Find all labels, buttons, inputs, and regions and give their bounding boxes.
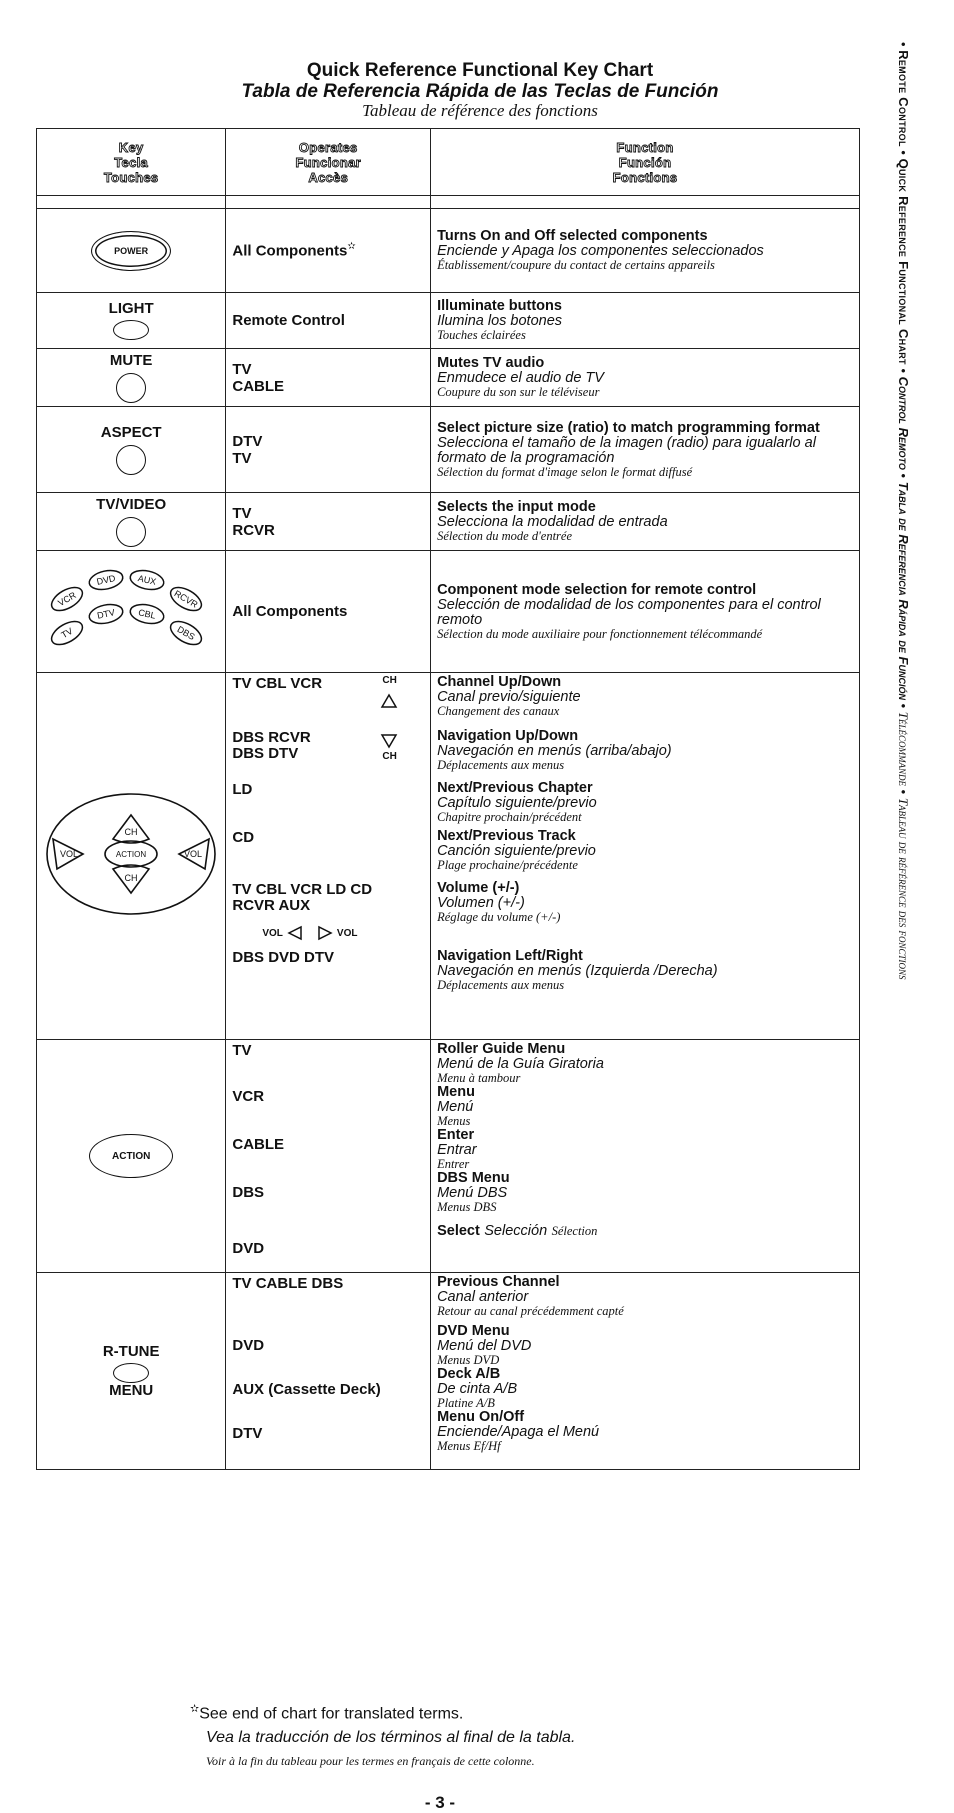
ch-up-arrow-icon — [380, 693, 398, 709]
operates-cell-mode — [226, 551, 431, 673]
function-fr: Sélection — [551, 1224, 598, 1238]
function-en: Next/Previous Track — [437, 828, 576, 844]
bullet: • — [896, 150, 911, 155]
function-en: Menu On/Off — [437, 1409, 525, 1425]
function-fr: Entrer — [437, 1157, 470, 1171]
key-cell-navigation — [37, 673, 226, 1040]
function-en: Next/Previous Chapter — [437, 780, 593, 796]
title-french: Tableau de référence des fonctions — [362, 101, 598, 120]
function-cell-mute — [431, 349, 860, 407]
function-es: De cinta A/B — [437, 1381, 518, 1397]
operates-text: CABLE — [232, 1136, 285, 1153]
operates-cell-rtune — [226, 1273, 431, 1470]
footnote-en-text: See end of chart for translated terms. — [199, 1705, 464, 1723]
function-es: Capítulo siguiente/previo — [437, 795, 597, 811]
header-function-es: Función — [618, 154, 672, 170]
ch-label: CH — [382, 675, 397, 686]
function-en: Roller Guide Menu — [437, 1041, 566, 1057]
function-en: Enter — [437, 1127, 475, 1143]
menu-label: MENU — [109, 1381, 154, 1399]
row-power — [37, 209, 860, 293]
function-es: Enmudece el audio de TV — [437, 370, 604, 386]
header-operates — [226, 129, 431, 196]
function-es: Menú DBS — [437, 1185, 508, 1201]
header-operates-es: Funcionar — [295, 154, 361, 170]
rtune-button-icon — [113, 1363, 149, 1383]
function-fr: Menus DBS — [437, 1200, 497, 1214]
function-en: Deck A/B — [437, 1366, 501, 1382]
function-fr: Sélection du mode auxiliaire pour fonctionnement télécommandé — [437, 626, 763, 641]
function-fr: Déplacements aux menus — [437, 758, 565, 772]
mode-buttons-icon — [43, 559, 223, 659]
operates-text: DBS DVD DTV — [232, 949, 335, 966]
chart-title — [160, 60, 800, 120]
function-fr: Plage prochaine/précédente — [437, 858, 578, 872]
row-action — [37, 1040, 860, 1273]
operates-text: DTV — [232, 1425, 263, 1442]
bullet: • — [896, 368, 911, 374]
function-fr: Menus — [437, 1114, 471, 1128]
dbs-mode-label: DBS — [175, 624, 197, 642]
page-number: - 3 - — [424, 1793, 456, 1812]
function-cell-tvvideo — [431, 493, 860, 551]
operates-text: TV CABLE DBS — [232, 1275, 344, 1292]
tvvideo-button-icon — [116, 517, 146, 547]
operates-text: CD — [232, 829, 255, 846]
footnote-french: Voir à la fin du tableau pour les termes en français de cette colonne. — [206, 1754, 535, 1769]
function-es: Ilumina los botones — [437, 313, 563, 329]
side-quick-reference: Quick Reference Functional Chart — [896, 158, 911, 365]
key-cell-mute — [37, 349, 226, 407]
function-fr: Menu à tambour — [437, 1071, 521, 1085]
side-tableau-reference: Tableau de référence des fonctions — [896, 797, 911, 980]
footnote-spanish: Vea la traducción de los términos al final de la tabla. — [206, 1729, 576, 1747]
bullet: • — [896, 703, 911, 709]
function-fr: Sélection du format d'image selon le format diffusé — [437, 464, 693, 479]
function-en: DVD Menu — [437, 1323, 510, 1339]
footnote-english — [190, 1697, 790, 1726]
header-operates-fr: Accès — [308, 169, 349, 185]
operates-text: DBS — [232, 1184, 265, 1201]
function-es: Menú del DVD — [437, 1338, 532, 1354]
header-function — [431, 129, 860, 196]
operates-text: RCVR — [232, 521, 275, 539]
function-en: Select picture size (ratio) to match programming format — [437, 419, 820, 436]
vol-label: VOL — [262, 927, 283, 939]
function-en: Turns On and Off selected components — [437, 228, 708, 244]
operates-cell-light — [226, 293, 431, 349]
header-row — [37, 129, 860, 196]
header-operates-en: Operates — [298, 139, 358, 155]
row-navigation — [37, 673, 860, 1040]
function-es: Selecciona la modalidad de entrada — [437, 514, 668, 530]
function-es: Menú de la Guía Giratoria — [437, 1056, 604, 1072]
operates-text: DTV — [232, 432, 263, 450]
function-en: Navigation Left/Right — [437, 948, 583, 964]
key-cell-aspect — [37, 407, 226, 493]
operates-cell-tvvideo — [226, 493, 431, 551]
function-en: Component mode selection for remote control — [437, 581, 757, 598]
function-cell-action — [431, 1040, 860, 1273]
function-cell-mode — [431, 551, 860, 673]
function-en: Previous Channel — [437, 1274, 560, 1290]
aspect-label: ASPECT — [100, 423, 162, 441]
operates-text: VCR — [232, 1088, 265, 1105]
operates-text: DBS DTV — [232, 745, 299, 762]
mute-label: MUTE — [109, 351, 153, 369]
vol-right-arrow-icon — [317, 925, 333, 941]
star-icon: ✫ — [190, 1703, 200, 1715]
function-en: DBS Menu — [437, 1170, 510, 1186]
operates-cell-navigation — [226, 673, 431, 1040]
operates-text: RCVR AUX — [232, 897, 311, 914]
row-mode — [37, 551, 860, 673]
operates-text: AUX (Cassette Deck) — [232, 1381, 381, 1398]
function-cell-light — [431, 293, 860, 349]
vol-label: VOL — [336, 927, 358, 939]
header-function-fr: Fonctions — [612, 169, 678, 185]
side-telecommande: Télécommande — [896, 711, 911, 786]
operates-cell-action — [226, 1040, 431, 1273]
function-fr: Menus DVD — [437, 1353, 500, 1367]
light-label: LIGHT — [108, 300, 154, 317]
side-control-remoto: Control Remoto — [896, 376, 911, 470]
function-cell-power — [431, 209, 860, 293]
key-chart-table — [36, 128, 860, 1470]
operates-text: TV — [232, 360, 252, 378]
footnote — [190, 1697, 790, 1772]
light-button-icon — [113, 320, 149, 340]
operates-text: TV — [232, 449, 252, 467]
function-es: Menú — [437, 1099, 474, 1115]
vol-left-arrow-icon — [287, 925, 303, 941]
ch-label: CH — [382, 751, 397, 762]
operates-cell-mute — [226, 349, 431, 407]
side-running-header — [888, 42, 918, 1732]
row-aspect — [37, 407, 860, 493]
operates-text: TV CBL VCR — [232, 675, 323, 692]
function-es: Navegación en menús (arriba/abajo) — [437, 743, 672, 759]
function-cell-aspect — [431, 407, 860, 493]
aspect-button-icon — [116, 445, 146, 475]
dvd-mode-label: DVD — [95, 573, 117, 587]
side-tabla-referencia: Tabla de Referencia Rápida de Función — [896, 481, 911, 700]
function-es: Canal anterior — [437, 1289, 529, 1305]
select-line — [437, 1222, 853, 1240]
operates-text: TV — [232, 504, 252, 522]
operates-text: LD — [232, 781, 253, 798]
function-fr: Réglage du volume (+/-) — [437, 910, 561, 924]
vol-left-label: VOL — [60, 848, 79, 859]
operates-text: DVD — [232, 1337, 265, 1354]
header-key — [37, 129, 226, 196]
key-cell-action — [37, 1040, 226, 1273]
function-es: Selección — [484, 1223, 548, 1239]
title-spanish: Tabla de Referencia Rápida de las Teclas de Función — [241, 81, 719, 102]
star-icon: ✫ — [347, 240, 356, 252]
function-fr: Menus Ef/Hf — [437, 1439, 501, 1453]
function-fr: Sélection du mode d'entrée — [437, 529, 572, 543]
side-remote-control: Remote Control — [896, 50, 911, 147]
operates-text: All Components — [232, 242, 348, 260]
function-es: Enciende y Apaga los componentes seleccionados — [437, 243, 764, 259]
tv-mode-label: TV — [59, 625, 75, 641]
vol-right-label: VOL — [184, 848, 203, 859]
header-key-fr: Touches — [103, 169, 159, 185]
operates-text: CABLE — [232, 377, 285, 395]
function-fr: Changement des canaux — [437, 704, 560, 718]
function-en: Illuminate buttons — [437, 298, 562, 314]
rtune-label: R-TUNE — [102, 1342, 160, 1360]
operates-text: Remote Control — [232, 311, 345, 329]
function-fr: Coupure du son sur le téléviseur — [437, 385, 600, 399]
bullet: • — [896, 473, 911, 479]
function-fr: Déplacements aux menus — [437, 978, 565, 992]
function-fr: Chapitre prochain/précédent — [437, 810, 582, 824]
function-en: Volume (+/-) — [437, 880, 520, 896]
tvvideo-label: TV/VIDEO — [96, 495, 167, 513]
function-es: Canción siguiente/previo — [437, 843, 596, 859]
operates-text: TV — [232, 1042, 252, 1059]
operates-text: DBS RCVR — [232, 729, 311, 746]
bullet: • — [896, 789, 911, 795]
function-es: Navegación en menús (Izquierda /Derecha) — [437, 963, 718, 979]
function-fr: Retour au canal précédemment capté — [437, 1304, 624, 1318]
row-mute — [37, 349, 860, 407]
function-en: Menu — [437, 1084, 475, 1100]
row-light — [37, 293, 860, 349]
header-function-en: Function — [616, 139, 674, 155]
header-key-en: Key — [118, 139, 144, 155]
dtv-mode-label: DTV — [96, 607, 116, 621]
aux-mode-label: AUX — [136, 573, 158, 587]
ch-down-arrow-icon — [380, 733, 398, 749]
function-en: Mutes TV audio — [437, 355, 545, 371]
operates-text: DVD — [232, 1240, 265, 1257]
function-en: Selects the input mode — [437, 499, 596, 515]
header-key-es: Tecla — [114, 154, 149, 170]
volume-arrows — [262, 925, 357, 941]
bullet: • — [896, 42, 911, 47]
function-cell-rtune — [431, 1273, 860, 1470]
navigation-pad-icon — [43, 789, 219, 919]
function-en: Select — [437, 1223, 480, 1239]
action-button-icon: ACTION — [89, 1134, 173, 1178]
key-cell-power — [37, 209, 226, 293]
key-cell-mode — [37, 551, 226, 673]
rcvr-mode-label: RCVR — [172, 588, 200, 610]
key-cell-light — [37, 293, 226, 349]
key-cell-rtune — [37, 1273, 226, 1470]
function-es: Canal previo/siguiente — [437, 689, 581, 705]
function-cell-navigation — [431, 673, 860, 1040]
key-cell-tvvideo — [37, 493, 226, 551]
operates-text: All Components — [232, 602, 348, 620]
action-center-label: ACTION — [116, 849, 147, 859]
cbl-mode-label: CBL — [137, 607, 157, 621]
power-button-icon: POWER — [91, 231, 171, 271]
function-es: Selecciona el tamaño de la imagen (radio) para igualarlo al formato de la programación — [437, 434, 816, 466]
function-es: Entrar — [437, 1142, 477, 1158]
ch-down-label: CH — [124, 872, 138, 883]
row-tvvideo — [37, 493, 860, 551]
function-en: Channel Up/Down — [437, 674, 562, 690]
function-es: Enciende/Apaga el Menú — [437, 1424, 600, 1440]
row-rtune — [37, 1273, 860, 1470]
function-fr: Établissement/coupure du contact de certains appareils — [437, 258, 715, 272]
function-es: Volumen (+/-) — [437, 895, 525, 911]
operates-cell-aspect — [226, 407, 431, 493]
function-es: Selección de modalidad de los componentes para el control remoto — [437, 596, 821, 628]
mute-button-icon — [116, 373, 146, 403]
function-fr: Touches éclairées — [437, 328, 526, 342]
ch-up-label: CH — [124, 826, 138, 837]
function-en: Navigation Up/Down — [437, 728, 579, 744]
title-english: Quick Reference Functional Key Chart — [306, 60, 654, 81]
operates-cell-power — [226, 209, 431, 293]
spacer-row — [37, 196, 860, 209]
operates-text: TV CBL VCR LD CD — [232, 881, 373, 898]
function-fr: Platine A/B — [437, 1396, 495, 1410]
vcr-mode-label: VCR — [56, 589, 78, 609]
